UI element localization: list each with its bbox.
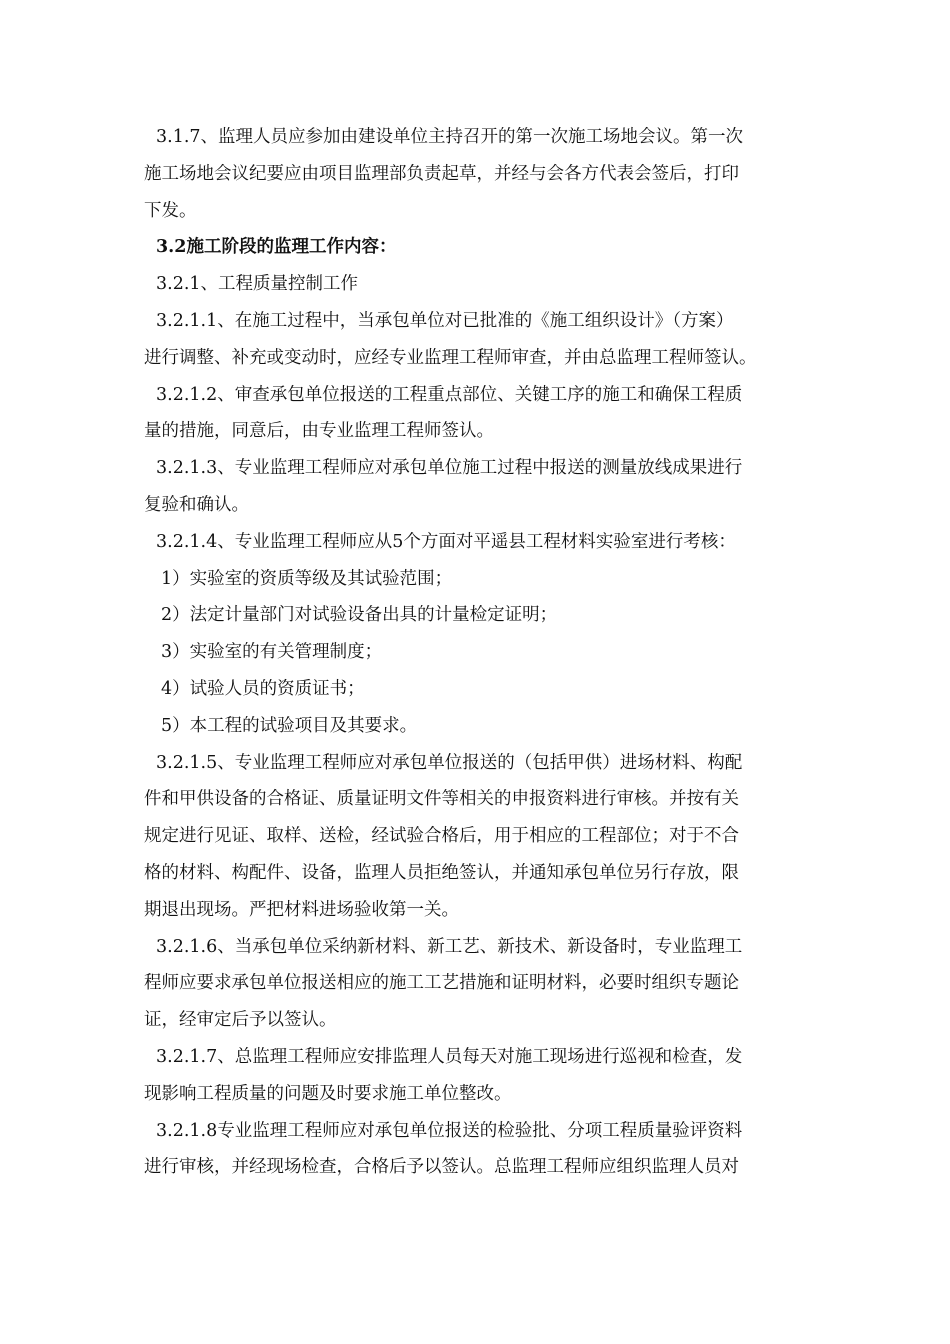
para-3-2-1-5-line-4: 格的材料、构配件、设备，监理人员拒绝签认，并通知承包单位另行存放，限 <box>144 862 739 883</box>
para-3-2-1-6-line-1: 3.2.1.6、当承包单位采纳新材料、新工艺、新技术、新设备时，专业监理工 <box>156 936 743 957</box>
para-3-2-1-6-line-3: 证，经审定后予以签认。 <box>144 1010 337 1031</box>
document-body <box>144 119 809 1186</box>
para-3-2-1-8-line-2: 进行审核，并经现场检查，合格后予以签认。总监理工程师应组织监理人员对 <box>144 1157 739 1178</box>
para-3-2-1-2-line-1: 3.2.1.2、审查承包单位报送的工程重点部位、关键工序的施工和确保工程质 <box>156 384 743 405</box>
para-3-2-1-3-line-2: 复验和确认。 <box>144 494 249 515</box>
list-item-1: 1）实验室的资质等级及其试验范围； <box>161 568 453 589</box>
para-3-2-1-5-line-5: 期退出现场。严把材料进场验收第一关。 <box>144 899 459 920</box>
para-3-1-7-line-3: 下发。 <box>144 200 197 221</box>
list-item-5: 5）本工程的试验项目及其要求。 <box>161 715 418 736</box>
para-3-2-1-5-line-3: 规定进行见证、取样、送检，经试验合格后，用于相应的工程部位；对于不合 <box>144 826 739 847</box>
para-3-2-1-7-line-1: 3.2.1.7、总监理工程师应安排监理人员每天对施工现场进行巡视和检查，发 <box>156 1046 743 1067</box>
para-3-2-1-6-line-2: 程师应要求承包单位报送相应的施工工艺措施和证明材料，必要时组织专题论 <box>144 973 739 994</box>
para-3-2-1-8-line-1: 3.2.1.8专业监理工程师应对承包单位报送的检验批、分项工程质量验评资料 <box>156 1120 743 1141</box>
subsection-heading-3-2-1: 3.2.1、工程质量控制工作 <box>156 274 359 295</box>
para-3-2-1-4-line-1: 3.2.1.4、专业监理工程师应从5个方面对平遥县工程材料实验室进行考核： <box>156 531 736 552</box>
list-item-2: 2）法定计量部门对试验设备出具的计量检定证明； <box>161 605 558 626</box>
para-3-2-1-3-line-1: 3.2.1.3、专业监理工程师应对承包单位施工过程中报送的测量放线成果进行 <box>156 458 743 479</box>
list-item-4: 4）试验人员的资质证书； <box>161 678 365 699</box>
para-3-2-1-1-line-1: 3.2.1.1、在施工过程中，当承包单位对已批准的《施工组织设计》（方案） <box>156 310 734 331</box>
para-3-2-1-2-line-2: 量的措施，同意后，由专业监理工程师签认。 <box>144 421 494 442</box>
list-item-3: 3）实验室的有关管理制度； <box>161 642 383 663</box>
para-3-2-1-7-line-2: 现影响工程质量的问题及时要求施工单位整改。 <box>144 1083 512 1104</box>
section-heading-3-2: 3.2施工阶段的监理工作内容： <box>156 237 397 258</box>
para-3-2-1-1-line-2: 进行调整、补充或变动时，应经专业监理工程师审查，并由总监理工程师签认。 <box>144 347 757 368</box>
para-3-1-7-line-1: 3.1.7、监理人员应参加由建设单位主持召开的第一次施工场地会议。第一次 <box>156 127 744 147</box>
para-3-2-1-5-line-1: 3.2.1.5、专业监理工程师应对承包单位报送的（包括甲供）进场材料、构配 <box>156 752 743 773</box>
para-3-2-1-5-line-2: 件和甲供设备的合格证、质量证明文件等相关的申报资料进行审核。并按有关 <box>144 789 739 810</box>
para-3-1-7-line-2: 施工场地会议纪要应由项目监理部负责起草，并经与会各方代表会签后，打印 <box>144 163 739 184</box>
